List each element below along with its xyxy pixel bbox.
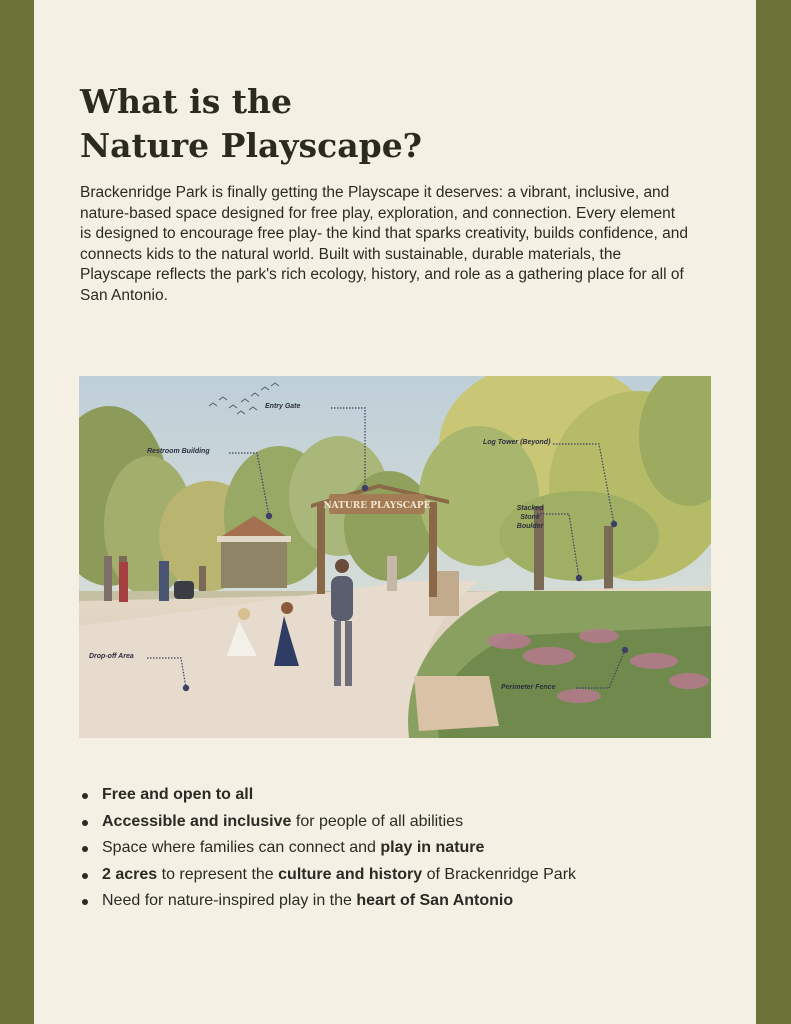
page-title	[80, 80, 422, 168]
feature-highlight: play in nature	[380, 839, 485, 856]
feature-highlight: culture and history	[278, 865, 423, 883]
feature-highlight: Free and open to all	[102, 786, 254, 803]
feature-list-item	[80, 809, 720, 836]
gate-sign-text: NATURE PLAYSCAPE	[323, 501, 431, 511]
illustration-scene	[79, 376, 711, 738]
callout-entry-gate: Entry Gate	[265, 403, 301, 410]
page	[34, 0, 756, 1024]
feature-highlight: heart of San Antonio	[356, 892, 514, 909]
feature-text: Space where families can connect and	[102, 839, 381, 856]
feature-list-item	[80, 862, 720, 889]
title-line-1: What is the	[80, 82, 293, 121]
playscape-illustration	[79, 376, 711, 738]
callout-log-tower: Log Tower (Beyond)	[483, 439, 551, 446]
feature-text: to represent the	[157, 865, 279, 883]
feature-highlight: 2 acres	[102, 865, 158, 883]
feature-list-item	[80, 782, 720, 809]
callout-restroom-building: Restroom Building	[147, 448, 210, 455]
feature-list-item	[80, 835, 720, 862]
feature-highlight: Accessible and inclusive	[102, 812, 292, 830]
feature-list-item	[80, 888, 720, 915]
title-line-2: Nature Playscape?	[80, 126, 423, 165]
feature-list	[80, 782, 720, 915]
feature-text: of Brackenridge Park	[422, 865, 577, 883]
feature-text: Need for nature-inspired play in the	[102, 892, 357, 909]
callout-stacked-stone-boulder: Stacked Stone Boulder	[516, 505, 544, 530]
callout-drop-off-area: Drop-off Area	[89, 653, 134, 660]
intro-paragraph: Brackenridge Park is finally getting the Playscape it deserves: a vibrant, inclusive, and nature-based space designed for free play, exploration, and connection. Every element is designed to encourage free play- the kind that sparks creativity, builds confidence, and connects kids to the natural world. Built with sustainable, durable materials, the Playscape reflects the park's rich ecology, history, and role as a gathering place for all of San Antonio.	[80, 184, 689, 304]
callout-perimeter-fence: Perimeter Fence	[501, 684, 556, 691]
feature-text: for people of all abilities	[291, 812, 464, 830]
